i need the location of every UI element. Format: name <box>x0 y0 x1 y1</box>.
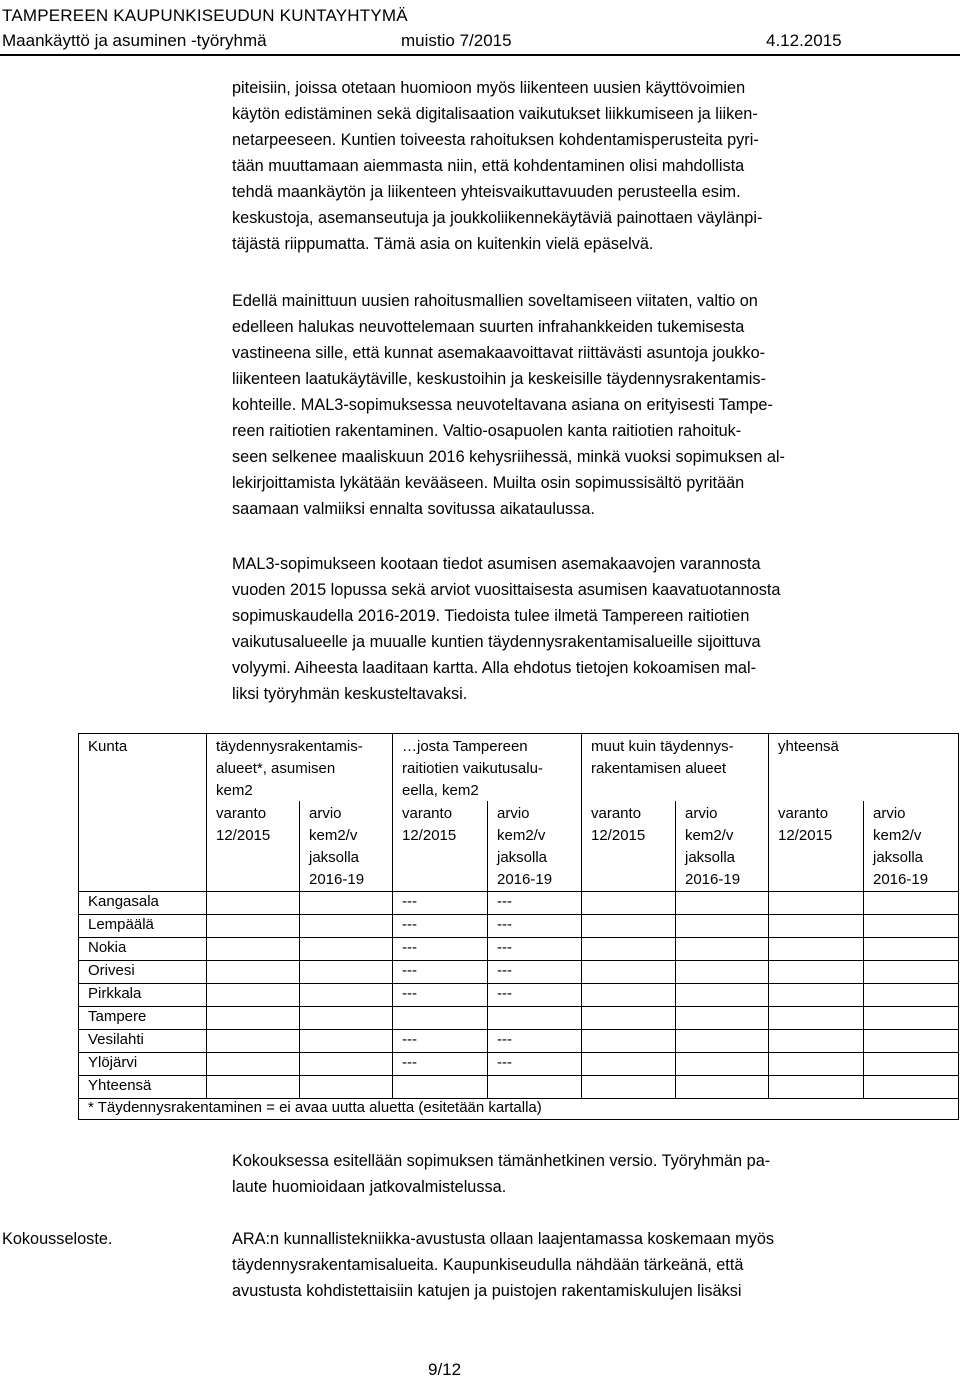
table-hline <box>78 1052 958 1053</box>
text-line: täjästä riippumatta. Tämä asia on kuitenkin vielä epäselvä. <box>232 235 654 253</box>
table-vline <box>299 801 300 1098</box>
header-text: muut kuin täydennys- <box>591 738 734 755</box>
header-text: arvio <box>497 805 530 822</box>
header-text: kem2/v <box>309 827 358 844</box>
header-text: arvio <box>309 805 342 822</box>
text-line: Kokouksessa esitellään sopimuksen tämänhetkinen versio. Työryhmän pa- <box>232 1152 771 1170</box>
table-vline <box>675 801 676 1098</box>
cell-dash: --- <box>402 893 417 910</box>
row-label-lempaala: Lempäälä <box>88 916 154 933</box>
paragraph-meeting-version <box>232 1148 900 1200</box>
table-hline <box>78 960 958 961</box>
page-number: 9/12 <box>428 1360 462 1379</box>
header-text: arvio <box>873 805 906 822</box>
header-kunta <box>88 736 127 758</box>
cell-dash: --- <box>402 1054 417 1071</box>
header-text: 12/2015 <box>778 827 833 844</box>
header-text: 12/2015 <box>402 827 457 844</box>
text-line: avustusta kohdistettaisiin katujen ja puistojen rakentamiskulujen lisäksi <box>232 1282 742 1300</box>
header-text: 2016-19 <box>685 871 741 888</box>
text-line: lekirjoittamista lykätään kevääseen. Muilta osin sopimussisältö pyritään <box>232 474 745 492</box>
text-line: käytön edistäminen sekä digitalisaation vaikutukset liikkumiseen ja liiken- <box>232 105 758 123</box>
header-text: raitiotien vaikutusalu- <box>402 760 543 777</box>
header-text: varanto <box>778 805 829 822</box>
row-label-nokia: Nokia <box>88 939 127 956</box>
subheader-arvio <box>309 803 364 891</box>
text-line: täydennysrakentamisalueita. Kaupunkiseudulla nähdään tärkeänä, että <box>232 1256 744 1274</box>
subheader-arvio <box>497 803 552 891</box>
header-text: varanto <box>591 805 642 822</box>
row-label-kangasala: Kangasala <box>88 893 159 910</box>
text-line: vuoden 2015 lopussa sekä arviot vuosittaisesta asumisen kaavatuotannosta <box>232 581 781 599</box>
subheader-varanto <box>216 803 270 847</box>
cell-dash: --- <box>497 1054 512 1071</box>
cell-dash: --- <box>497 939 512 956</box>
header-text: kem2/v <box>873 827 922 844</box>
table-vline <box>206 733 207 1098</box>
text-line: liikenteen laatukäytäville, keskustoihin ja keskeisille täydennysrakentamis- <box>232 370 766 388</box>
paragraph-state-negotiations <box>232 288 900 522</box>
row-label-orivesi: Orivesi <box>88 962 135 979</box>
subheader-arvio <box>873 803 928 891</box>
header-text: varanto <box>216 805 267 822</box>
text-line: vaikutusalueelle ja muualle kuntien täydennysrakentamisalueille sijoittuva <box>232 633 761 651</box>
text-line: seen selkenee maaliskuun 2016 kehysriihessä, minkä vuoksi sopimuksen al- <box>232 448 785 466</box>
text-line: sopimuskaudella 2016-2019. Tiedoista tulee ilmetä Tampereen raitiotien <box>232 607 750 625</box>
cell-dash: --- <box>402 1031 417 1048</box>
paragraph-funding-criteria <box>232 75 900 257</box>
subheader-varanto <box>402 803 456 847</box>
header-other-areas <box>591 736 734 780</box>
header-text: eella, kem2 <box>402 782 479 799</box>
cell-dash: --- <box>497 962 512 979</box>
header-tram-zone <box>402 736 543 802</box>
paragraph-mal3-data <box>232 551 900 707</box>
text-line: edelleen halukas neuvottelemaan suurten infrahankkeiden tukemisesta <box>232 318 745 336</box>
table-vline <box>487 801 488 1098</box>
header-text: 12/2015 <box>591 827 646 844</box>
text-line: reen raitiotien rakentaminen. Valtio-osapuolen kanta raitiotien rahoituk- <box>232 422 742 440</box>
subheader-arvio <box>685 803 740 891</box>
text-line: Edellä mainittuun uusien rahoitusmallien soveltamiseen viitaten, valtio on <box>232 292 758 310</box>
text-line: tään muuttamaan aiemmasta niin, että kohdentaminen olisi mahdollista <box>232 157 745 175</box>
header-text: 2016-19 <box>873 871 929 888</box>
header-text: jaksolla <box>309 849 360 866</box>
row-label-total: Yhteensä <box>88 1077 152 1094</box>
header-total <box>778 736 839 758</box>
org-name: TAMPEREEN KAUPUNKISEUDUN KUNTAYHTYMÄ <box>2 6 408 25</box>
subheader-varanto <box>591 803 645 847</box>
text-line: vastineena sille, että kunnat asemakaavoittavat riittävästi asuntoja joukko- <box>232 344 766 362</box>
text-line: saamaan valmiiksi ennalta sovitussa aikataulussa. <box>232 500 595 518</box>
table-hline <box>78 1075 958 1076</box>
row-label-tampere: Tampere <box>88 1008 147 1025</box>
row-label-pirkkala: Pirkkala <box>88 985 142 1002</box>
text-line: MAL3-sopimukseen kootaan tiedot asumisen asemakaavojen varannosta <box>232 555 761 573</box>
header-text: kem2 <box>216 782 253 799</box>
header-text: täydennysrakentamis- <box>216 738 363 755</box>
header-text: yhteensä <box>778 738 839 755</box>
memo-number: muistio 7/2015 <box>401 31 512 50</box>
side-label: Kokousseloste. <box>2 1230 113 1248</box>
table-hline <box>78 1029 958 1030</box>
header-text: 2016-19 <box>309 871 365 888</box>
subheader-varanto <box>778 803 832 847</box>
cell-dash: --- <box>402 962 417 979</box>
header-text: Kunta <box>88 738 128 755</box>
table-vline <box>392 733 393 1098</box>
text-line: volyymi. Aiheesta laaditaan kartta. Alla ehdotus tietojen kokoamisen mal- <box>232 659 756 677</box>
header-text: arvio <box>685 805 718 822</box>
text-line: netarpeeseen. Kuntien toiveesta rahoituksen kohdentamisperusteita pyri- <box>232 131 759 149</box>
row-label-ylojarvi: Ylöjärvi <box>88 1054 138 1071</box>
paragraph-ara-grant <box>232 1226 900 1304</box>
header-text: jaksolla <box>873 849 924 866</box>
table-hline <box>78 937 958 938</box>
cell-dash: --- <box>402 939 417 956</box>
housing-reserve-table <box>78 733 958 1119</box>
table-hline <box>78 983 958 984</box>
row-label-vesilahti: Vesilahti <box>88 1031 144 1048</box>
header-text: alueet*, asumisen <box>216 760 336 777</box>
header-text: rakentamisen alueet <box>591 760 727 777</box>
header-infill-areas <box>216 736 363 802</box>
header-text: varanto <box>402 805 453 822</box>
cell-dash: --- <box>402 985 417 1002</box>
cell-dash: --- <box>497 893 512 910</box>
text-line: liksi työryhmän keskusteltavaksi. <box>232 685 468 703</box>
text-line: piteisiin, joissa otetaan huomioon myös liikenteen uusien käyttövoimien <box>232 79 746 97</box>
header-text: 12/2015 <box>216 827 271 844</box>
memo-date: 4.12.2015 <box>766 31 842 50</box>
cell-dash: --- <box>497 985 512 1002</box>
table-footnote: * Täydennysrakentaminen = ei avaa uutta aluetta (esitetään kartalla) <box>88 1099 542 1116</box>
table-vline <box>581 733 582 1098</box>
text-line: keskustoja, asemanseutuja ja joukkoliikennekäytäviä painottaen väylänpi- <box>232 209 763 227</box>
header-divider <box>0 54 960 56</box>
text-line: kohteille. MAL3-sopimuksessa neuvoteltavana asiana on erityisesti Tampe- <box>232 396 773 414</box>
table-hline <box>78 1006 958 1007</box>
working-group: Maankäyttö ja asuminen -työryhmä <box>2 31 267 50</box>
table-hline <box>78 914 958 915</box>
header-text: kem2/v <box>685 827 734 844</box>
cell-dash: --- <box>497 1031 512 1048</box>
table-hline <box>78 891 958 892</box>
cell-dash: --- <box>402 916 417 933</box>
header-text: jaksolla <box>497 849 548 866</box>
table-vline <box>768 733 769 1098</box>
text-line: laute huomioidaan jatkovalmistelussa. <box>232 1178 507 1196</box>
text-line: tehdä maankäytön ja liikenteen yhteisvaikuttavuuden perusteella esim. <box>232 183 741 201</box>
cell-dash: --- <box>497 916 512 933</box>
header-text: …josta Tampereen <box>402 738 528 755</box>
header-text: jaksolla <box>685 849 736 866</box>
text-line: ARA:n kunnallistekniikka-avustusta ollaan laajentamassa koskemaan myös <box>232 1230 775 1248</box>
header-text: kem2/v <box>497 827 546 844</box>
table-vline <box>863 801 864 1098</box>
header-text: 2016-19 <box>497 871 553 888</box>
